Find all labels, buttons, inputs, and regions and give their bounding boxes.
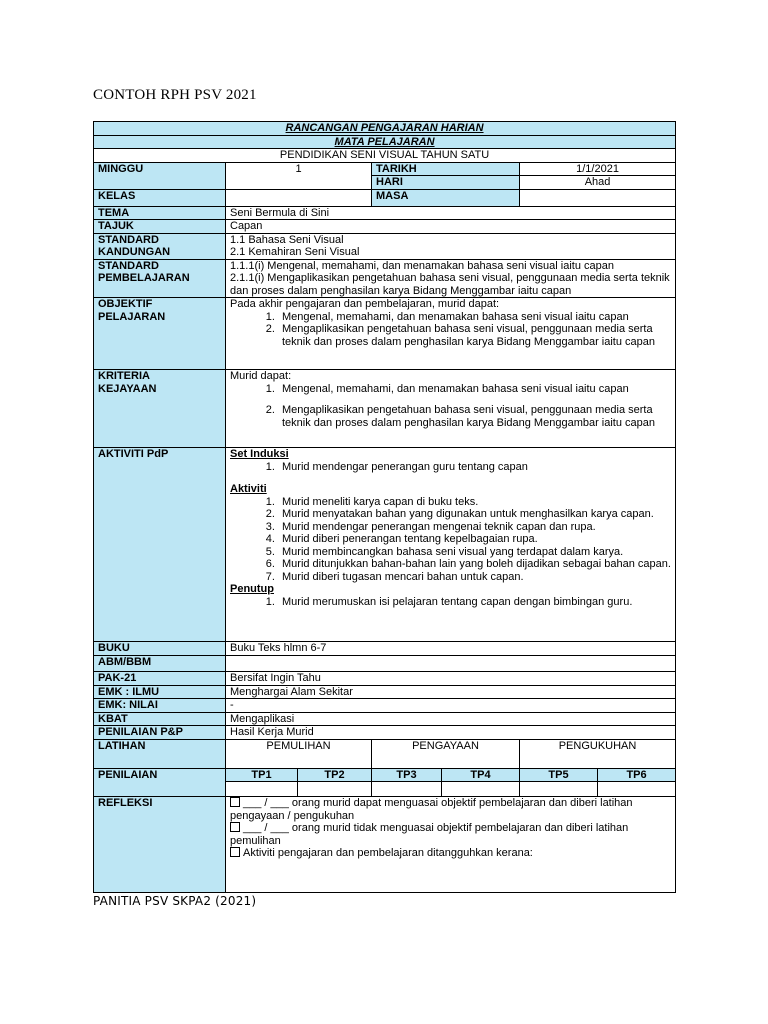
rph-header-title: RANCANGAN PENGAJARAN HARIAN <box>94 122 676 136</box>
penilaian-pnp-label: PENILAIAN P&P <box>94 726 226 740</box>
latihan-label: LATIHAN <box>94 739 226 768</box>
rph-table <box>93 121 676 893</box>
emk-ilmu-value: Menghargai Alam Sekitar <box>226 685 676 699</box>
abm-row <box>94 656 676 672</box>
latihan-option-pemulihan: PEMULIHAN <box>226 739 372 768</box>
emk-nilai-row <box>94 699 676 713</box>
latihan-option-pengayaan: PENGAYAAN <box>372 739 520 768</box>
tp-level: TP4 <box>442 768 520 782</box>
kbat-row <box>94 712 676 726</box>
abm-label: ABM/BBM <box>94 656 226 672</box>
header-subject-row <box>94 149 676 163</box>
objektif-item: 1. Mengenal, memahami, dan menamakan bahasa seni visual iaitu capan <box>278 311 671 324</box>
masa-value <box>520 189 676 206</box>
aktiviti-item: 4. Murid diberi penerangan tentang kepelbagaian rupa. <box>278 533 671 546</box>
refleksi-line <box>230 797 671 822</box>
minggu-label: MINGGU <box>94 162 226 189</box>
document-title: CONTOH RPH PSV 2021 <box>93 87 257 103</box>
tp-level: TP2 <box>298 768 372 782</box>
emk-nilai-value: - <box>226 699 676 713</box>
tema-value: Seni Bermula di Sini <box>226 206 676 220</box>
aktiviti-heading: Aktiviti <box>230 483 267 495</box>
standard-pembelajaran-row <box>94 259 676 298</box>
hari-value: Ahad <box>520 176 676 190</box>
emk-ilmu-row <box>94 685 676 699</box>
checkbox-icon[interactable] <box>230 797 240 807</box>
set-induksi-item: 1. Murid mendengar penerangan guru tentang capan <box>278 461 671 474</box>
tajuk-label: TAJUK <box>94 220 226 234</box>
kriteria-label-1: KRITERIA <box>98 370 150 382</box>
latihan-option-pengukuhan: PENGUKUHAN <box>520 739 676 768</box>
aktiviti-list <box>230 496 671 584</box>
standard-kandungan-label-2: KANDUNGAN <box>98 246 171 258</box>
buku-row <box>94 642 676 656</box>
standard-pembelajaran-label-2: PEMBELAJARAN <box>98 272 190 284</box>
tp-level: TP1 <box>226 768 298 782</box>
aktiviti-value <box>226 448 676 642</box>
refleksi-text: ___ / ___ orang murid tidak menguasai objektif pembelajaran dan diberi latihan pemulihan <box>230 822 629 847</box>
header-title-row <box>94 122 676 136</box>
objektif-label-1: OBJEKTIF <box>98 298 153 310</box>
emk-ilmu-label: EMK : ILMU <box>94 685 226 699</box>
buku-value: Buku Teks hlmn 6-7 <box>226 642 676 656</box>
set-induksi-heading: Set Induksi <box>230 448 289 460</box>
tp-score-cell <box>298 782 372 797</box>
tp-score-cell <box>442 782 520 797</box>
tajuk-value: Capan <box>226 220 676 234</box>
kriteria-row <box>94 370 676 448</box>
refleksi-value <box>226 797 676 893</box>
aktiviti-item: 3. Murid mendengar penerangan mengenai teknik capan dan rupa. <box>278 521 671 534</box>
aktiviti-item: 2. Murid menyatakan bahan yang digunakan untuk menghasilkan karya capan. <box>278 508 671 521</box>
pak21-value: Bersifat Ingin Tahu <box>226 672 676 686</box>
kbat-value: Mengaplikasi <box>226 712 676 726</box>
kriteria-label <box>94 370 226 448</box>
pak21-row <box>94 672 676 686</box>
tema-row <box>94 206 676 220</box>
footer-text: PANITIA PSV SKPA2 (2021) <box>93 894 257 908</box>
tarikh-value: 1/1/2021 <box>520 162 676 176</box>
tp-level: TP5 <box>520 768 598 782</box>
penutup-item: 1. Murid merumuskan isi pelajaran tentang capan dengan bimbingan guru. <box>278 596 671 609</box>
standard-pembelajaran-line: 2.1.1(i) Mengaplikasikan pengetahuan bahasa seni visual, penggunaan media serta teknik dan proses dalam penghasilan karya Bidang Menggambar iaitu capan <box>230 272 670 297</box>
aktiviti-item: 7. Murid diberi tugasan mencari bahan untuk capan. <box>278 571 671 584</box>
latihan-row <box>94 739 676 768</box>
subject-name: PENDIDIKAN SENI VISUAL TAHUN SATU <box>94 149 676 163</box>
aktiviti-label: AKTIVITI PdP <box>94 448 226 642</box>
kriteria-value <box>226 370 676 448</box>
standard-kandungan-value <box>226 233 676 259</box>
hari-label: HARI <box>372 176 520 190</box>
kriteria-intro: Murid dapat: <box>230 370 292 382</box>
tema-label: TEMA <box>94 206 226 220</box>
checkbox-icon[interactable] <box>230 822 240 832</box>
header-subject-label-row <box>94 135 676 149</box>
aktiviti-item: 1. Murid meneliti karya capan di buku teks. <box>278 496 671 509</box>
tp-score-cell <box>598 782 676 797</box>
standard-pembelajaran-value <box>226 259 676 298</box>
kriteria-item: 1. Mengenal, memahami, dan menamakan bahasa seni visual iaitu capan <box>278 383 671 396</box>
kriteria-label-2: KEJAYAAN <box>98 382 157 395</box>
standard-pembelajaran-label <box>94 259 226 298</box>
buku-label: BUKU <box>94 642 226 656</box>
penutup-list <box>230 596 671 609</box>
standard-kandungan-row <box>94 233 676 259</box>
refleksi-text: ___ / ___ orang murid dapat menguasai objektif pembelajaran dan diberi latihan pengayaan / pengukuhan <box>230 797 633 822</box>
kriteria-item: 2. Mengaplikasikan pengetahuan bahasa seni visual, penggunaan media serta teknik dan proses dalam penghasilan karya Bidang Menggambar iaitu capan <box>278 404 671 429</box>
penilaian-pnp-row <box>94 726 676 740</box>
tp-level: TP3 <box>372 768 442 782</box>
aktiviti-row <box>94 448 676 642</box>
tajuk-row <box>94 220 676 234</box>
kelas-value <box>226 189 372 206</box>
standard-kandungan-line: 2.1 Kemahiran Seni Visual <box>230 246 360 258</box>
set-induksi-list <box>230 461 671 474</box>
standard-kandungan-line: 1.1 Bahasa Seni Visual <box>230 233 344 246</box>
pak21-label: PAK-21 <box>94 672 226 686</box>
emk-nilai-label: EMK: NILAI <box>94 699 226 713</box>
objektif-intro: Pada akhir pengajaran dan pembelajaran, murid dapat: <box>230 298 500 310</box>
objektif-label-2: PELAJARAN <box>98 310 166 323</box>
abm-value <box>226 656 676 672</box>
minggu-row <box>94 162 676 176</box>
objektif-item: 2. Mengaplikasikan pengetahuan bahasa seni visual, penggunaan media serta teknik dan proses dalam penghasilan karya Bidang Menggambar iaitu capan <box>278 323 671 348</box>
tp-score-cell <box>226 782 298 797</box>
objektif-label <box>94 298 226 370</box>
objektif-list <box>230 311 671 349</box>
refleksi-line <box>230 822 671 847</box>
masa-label: MASA <box>372 189 520 206</box>
refleksi-line <box>230 847 671 860</box>
standard-pembelajaran-line: 1.1.1(i) Mengenal, memahami, dan menamakan bahasa seni visual iaitu capan <box>230 259 614 272</box>
standard-kandungan-label <box>94 233 226 259</box>
refleksi-row <box>94 797 676 893</box>
tp-level: TP6 <box>598 768 676 782</box>
tarikh-label: TARIKH <box>372 162 520 176</box>
objektif-row <box>94 298 676 370</box>
minggu-value: 1 <box>226 162 372 189</box>
penilaian-label: PENILAIAN <box>94 768 226 797</box>
penilaian-row <box>94 768 676 782</box>
checkbox-icon[interactable] <box>230 847 240 857</box>
kelas-label: KELAS <box>94 189 226 206</box>
kelas-row <box>94 189 676 206</box>
tp-score-cell <box>520 782 598 797</box>
aktiviti-item: 5. Murid membincangkan bahasa seni visual yang terdapat dalam karya. <box>278 546 671 559</box>
aktiviti-item: 6. Murid ditunjukkan bahan-bahan lain yang boleh dijadikan sebagai bahan capan. <box>278 558 671 571</box>
objektif-value <box>226 298 676 370</box>
subject-label: MATA PELAJARAN <box>94 135 676 149</box>
refleksi-label: REFLEKSI <box>94 797 226 893</box>
tp-score-cell <box>372 782 442 797</box>
penutup-heading: Penutup <box>230 583 274 595</box>
standard-pembelajaran-label-1: STANDARD <box>98 259 159 272</box>
penilaian-pnp-value: Hasil Kerja Murid <box>226 726 676 740</box>
standard-kandungan-label-1: STANDARD <box>98 233 159 246</box>
kriteria-list <box>230 383 671 430</box>
refleksi-text: Aktiviti pengajaran dan pembelajaran ditangguhkan kerana: <box>243 847 533 859</box>
kbat-label: KBAT <box>94 712 226 726</box>
